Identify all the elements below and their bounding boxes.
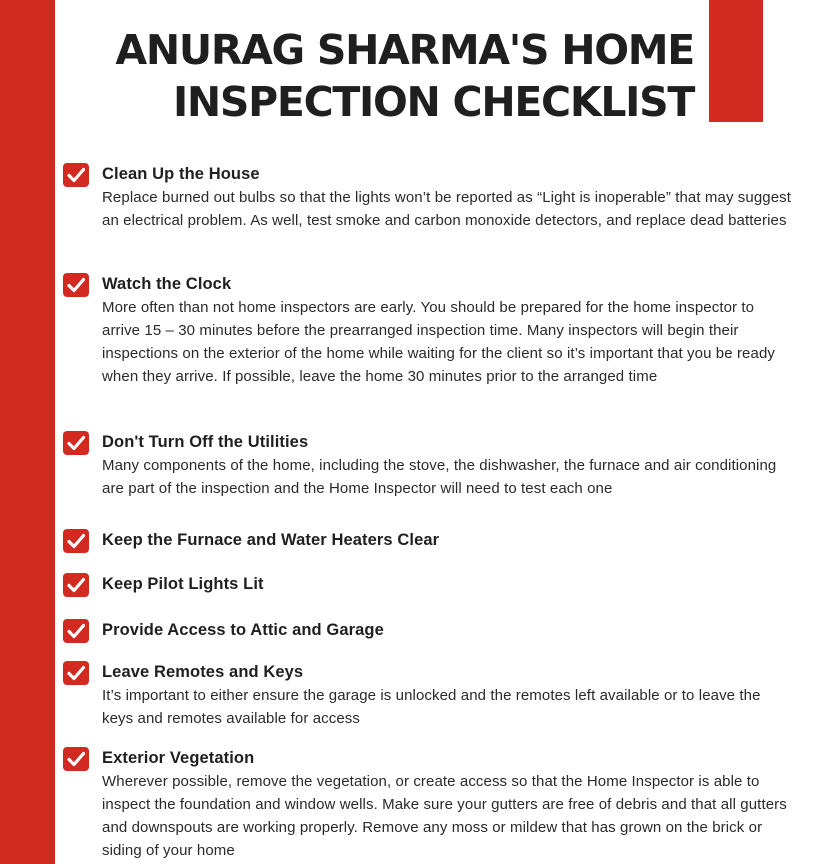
checklist-item-heading: Exterior Vegetation — [102, 749, 255, 767]
checkbox-checked-icon[interactable] — [63, 573, 89, 597]
checkbox-checked-icon[interactable] — [63, 619, 89, 643]
checklist-item-description: Many components of the home, including the stove, the dishwasher, the furnace and air conditioning are part of the inspection and the Home Inspector will need to test each one — [102, 457, 777, 497]
checklist-item-heading: Keep Pilot Lights Lit — [102, 575, 264, 593]
checklist-item-description: It’s important to either ensure the garage is unlocked and the remotes left available or to leave the keys and remotes available for access — [102, 687, 761, 727]
checklist-item-heading: Leave Remotes and Keys — [102, 663, 304, 681]
page-title-line-1: ANURAG SHARMA'S HOME — [115, 26, 694, 74]
checklist-item-description: Wherever possible, remove the vegetation, or create access so that the Home Inspector is able to inspect the foundation and window wells. Make sure your gutters are free of debris and that all gutters and downspouts are working properly. Remove any moss or mildew that has grown on the brick or siding of your home — [102, 773, 787, 859]
checklist-item-heading: Keep the Furnace and Water Heaters Clear — [102, 531, 440, 549]
checkbox-checked-icon[interactable] — [63, 661, 89, 685]
corner-accent-block — [709, 0, 763, 122]
checklist-item-heading: Clean Up the House — [102, 165, 260, 183]
checkbox-checked-icon[interactable] — [63, 273, 89, 297]
checklist-item-description: More often than not home inspectors are early. You should be prepared for the home inspector to arrive 15 – 30 minutes before the prearranged inspection time. Many inspectors will begin their inspections on the exterior of the home while waiting for the client so it’s important that you be ready when they arrive. If possible, leave the home 30 minutes prior to the arranged time — [102, 299, 775, 385]
page-title — [74, 24, 694, 128]
checklist-item-heading: Provide Access to Attic and Garage — [102, 621, 384, 639]
checkbox-checked-icon[interactable] — [63, 163, 89, 187]
left-accent-bar — [0, 0, 55, 864]
checklist-item-heading: Watch the Clock — [102, 275, 232, 293]
checkbox-checked-icon[interactable] — [63, 431, 89, 455]
checkbox-checked-icon[interactable] — [63, 529, 89, 553]
checkbox-checked-icon[interactable] — [63, 747, 89, 771]
page-title-line-2: INSPECTION CHECKLIST — [172, 78, 694, 126]
checklist-item-heading: Don't Turn Off the Utilities — [102, 433, 309, 451]
checklist-item-description: Replace burned out bulbs so that the lights won’t be reported as “Light is inoperable” that may suggest an electrical problem. As well, test smoke and carbon monoxide detectors, and replace dead batteries — [102, 189, 792, 229]
